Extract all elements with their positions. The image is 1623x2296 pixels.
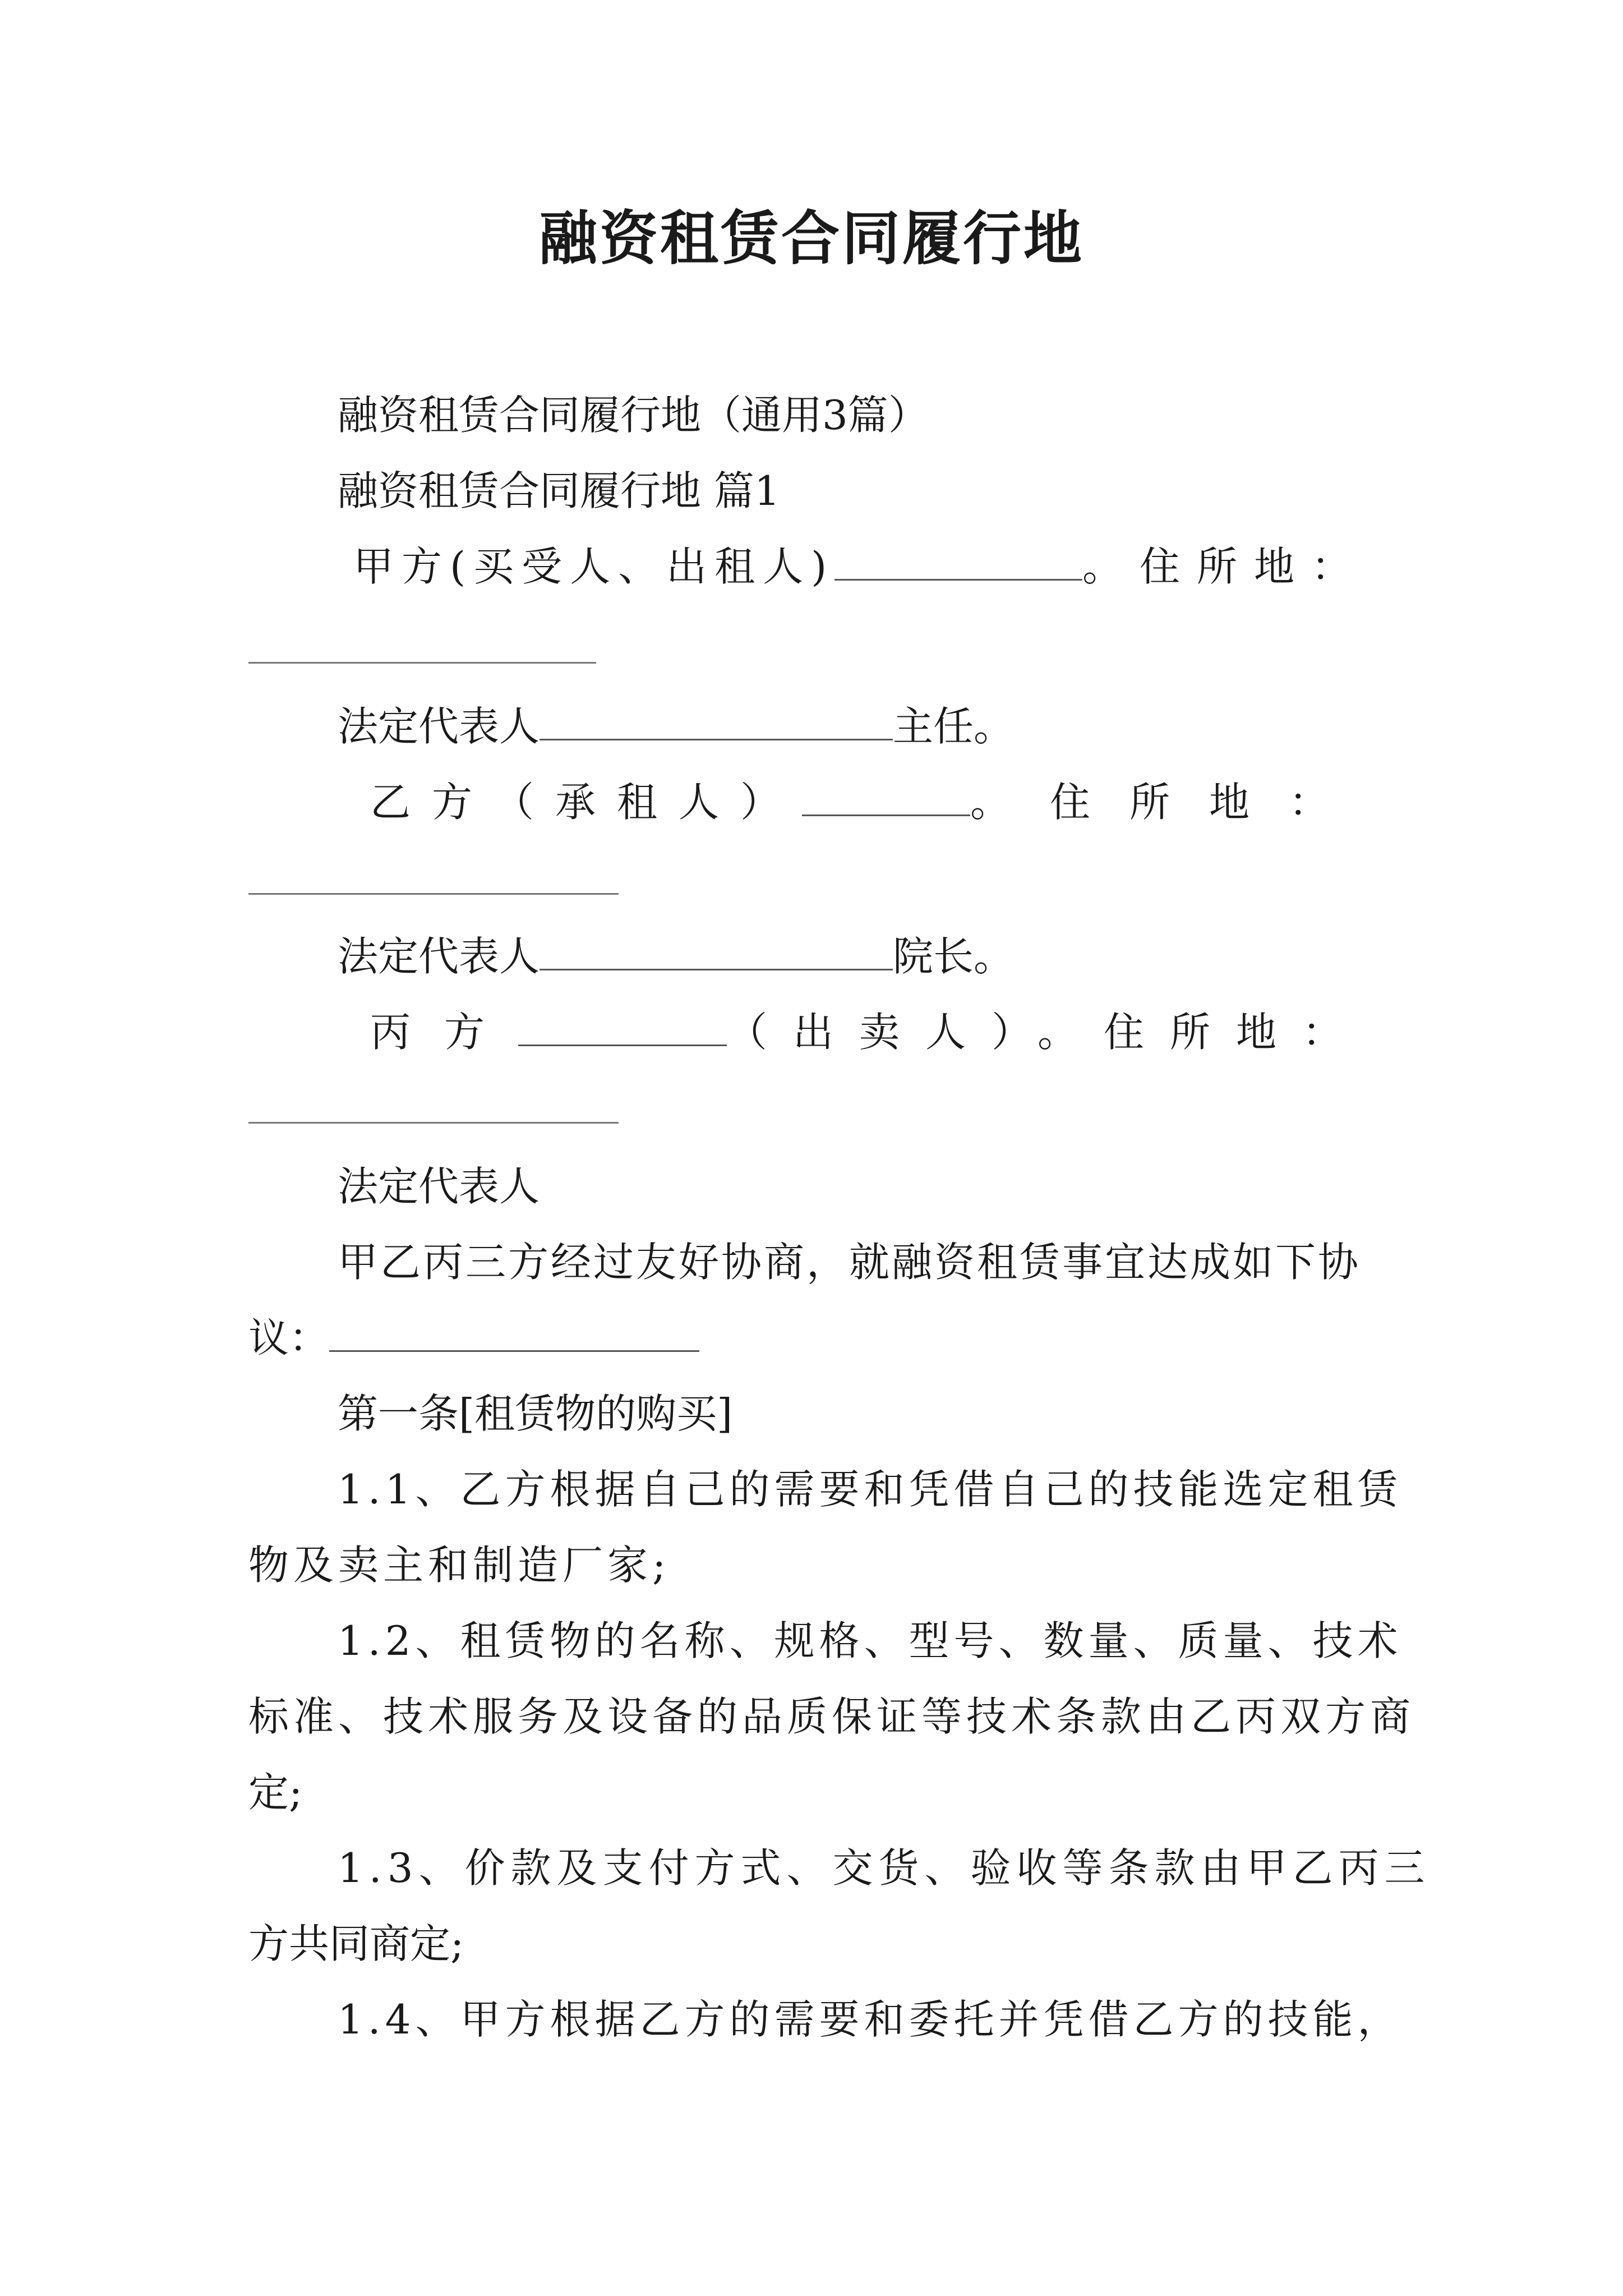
party-b-address-blank: [248, 893, 619, 895]
agreement-blank: [329, 1313, 699, 1352]
party-c-address-label: （出卖人）。住所地：: [726, 1009, 1368, 1056]
party-c-name-blank: [518, 1007, 727, 1046]
party-a-line: [353, 539, 1368, 595]
party-c-label: 丙方: [370, 1009, 519, 1056]
party-c-address-blank: [248, 1122, 619, 1124]
party-a-name-blank: [834, 542, 1082, 581]
clause-1-2-cont: 标准、技术服务及设备的品质保证等技术条款由乙丙双方商: [248, 1693, 1415, 1740]
party-a-label: 甲方(买受人、出租人): [353, 543, 835, 590]
party-c-representative: 法定代表人: [338, 1163, 540, 1210]
document-title: 融资租赁合同履行地: [538, 204, 1084, 273]
party-b-address-label: 。住所地：: [970, 779, 1368, 826]
clause-1-2-end: 定;: [248, 1769, 303, 1816]
agreement-text: 甲乙丙三方经过友好协商，就融资租赁事宜达成如下协: [338, 1239, 1361, 1286]
representative-label: 法定代表人: [338, 703, 540, 750]
party-b-label: 乙方（承租人）: [370, 779, 803, 826]
agreement-text-cont: [248, 1310, 699, 1366]
article-heading: 第一条[租赁物的购买]: [338, 1390, 733, 1437]
party-a-representative-blank: [540, 702, 893, 740]
subtitle: 融资租赁合同履行地（通用3篇）: [338, 392, 929, 439]
party-a-address-blank: [248, 662, 596, 664]
representative-title: 主任。: [893, 703, 1015, 750]
clause-1-3-cont: 方共同商定;: [248, 1920, 464, 1967]
party-b-name-blank: [802, 777, 970, 816]
clause-1-1-cont: 物及卖主和制造厂家;: [248, 1542, 671, 1589]
party-b-representative-blank: [540, 932, 893, 970]
clause-1-3: 1.3、价款及支付方式、交货、验收等条款由甲乙丙三: [338, 1844, 1431, 1892]
party-a-address-label: 。住所地：: [1082, 543, 1368, 590]
party-c-line: [370, 1004, 1368, 1060]
party-b-representative: [338, 928, 1014, 984]
clause-1-2: 1.2、租赁物的名称、规格、型号、数量、质量、技术: [338, 1617, 1403, 1664]
representative-title: 院长。: [893, 933, 1015, 980]
clause-1-4: 1.4、甲方根据乙方的需要和委托并凭借乙方的技能，: [338, 1996, 1403, 2043]
clause-1-1: 1.1、乙方根据自己的需要和凭借自己的技能选定租赁: [338, 1466, 1403, 1513]
part-heading: 融资租赁合同履行地 篇1: [338, 467, 780, 514]
party-b-line: [370, 774, 1368, 830]
representative-label: 法定代表人: [338, 933, 540, 980]
party-a-representative: [338, 698, 1014, 754]
agreement-label: 议：: [248, 1314, 330, 1361]
